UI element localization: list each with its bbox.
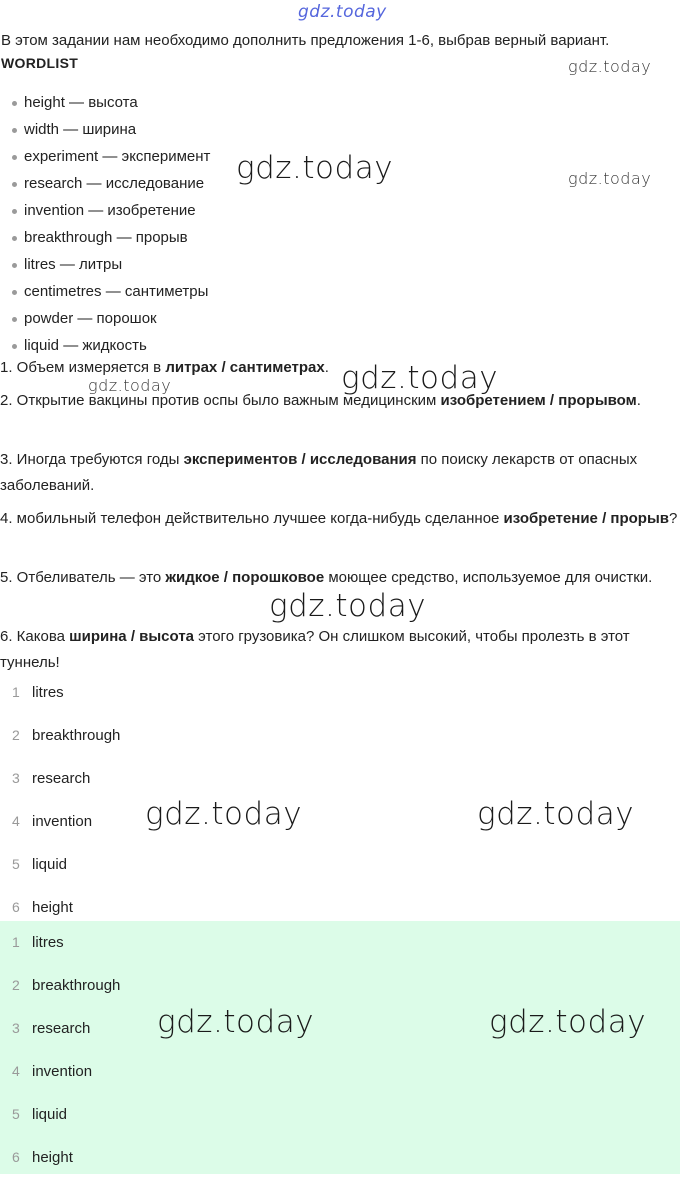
answer-word: height [32,899,73,916]
wordlist-item: research — исследование [12,170,210,197]
wordlist-item: height — высота [12,89,210,116]
watermark: gdz.today [568,57,652,76]
watermark: gdz.today [489,1004,647,1040]
answer-item [0,964,680,1007]
task-intro: В этом задании нам необходимо дополнить предложения 1-6, выбрав верный вариант. [1,32,610,49]
answer-word: invention [32,813,93,830]
wordlist-item: powder — порошок [12,305,210,332]
answer-item [0,921,680,964]
answer-number: 3 [12,1020,20,1036]
wordlist-item: width — ширина [12,116,210,143]
sentence-5: 5. Отбеливатель — это жидкое / порошковое моющее средство, используемое для очистки. [0,569,653,586]
watermark: gdz.today [477,796,635,832]
watermark: gdz.today [568,169,652,188]
answer-word: breakthrough [32,977,121,994]
answer-number: 6 [12,1149,20,1165]
watermark: gdz.today [269,588,427,624]
wordlist-item: experiment — эксперимент [12,143,210,170]
answer-number: 2 [12,977,20,993]
answer-number: 2 [12,727,20,743]
sentence-1: 1. Объем измеряется в литрах / сантиметрах. [0,359,329,376]
answer-item [0,1093,680,1136]
answer-word: liquid [32,1106,68,1123]
sentence-2: 2. Открытие вакцины против оспы было важным медицинским изобретением / прорывом. [0,392,641,409]
answer-number: 1 [12,934,20,950]
answer-number: 4 [12,813,20,829]
answer-item [0,757,680,800]
answer-item [0,843,680,886]
answer-word: liquid [32,856,68,873]
answer-number: 5 [12,856,20,872]
watermark: gdz.today [145,796,303,832]
wordlist [12,89,210,359]
wordlist-item: centimetres — сантиметры [12,278,210,305]
watermark: gdz.today [341,360,499,396]
answer-item [0,1136,680,1179]
answer-number: 6 [12,899,20,915]
wordlist-item: liquid — жидкость [12,332,210,359]
watermark: gdz.today [157,1004,315,1040]
wordlist-item: invention — изобретение [12,197,210,224]
answer-word: research [32,770,91,787]
sentence-6: 6. Какова ширина / высота этого грузовика? Он слишком высокий, чтобы пролезть в этот туннель! [0,628,630,671]
answer-word: breakthrough [32,727,121,744]
answer-item [0,714,680,757]
answer-word: litres [32,934,64,951]
sentence-4: 4. мобильный телефон действительно лучшее когда-нибудь сделанное изобретение / прорыв? [0,510,678,527]
answer-list-highlighted [0,921,680,1174]
answer-word: invention [32,1063,93,1080]
watermark-top: gdz.today [298,2,387,22]
wordlist-item: breakthrough — прорыв [12,224,210,251]
answer-item [0,671,680,714]
answer-number: 5 [12,1106,20,1122]
answer-number: 1 [12,684,20,700]
answer-number: 3 [12,770,20,786]
wordlist-title: WORDLIST [1,55,79,71]
answer-word: research [32,1020,91,1037]
answer-number: 4 [12,1063,20,1079]
answer-item [0,1050,680,1093]
sentence-3: 3. Иногда требуются годы экспериментов / исследования по поиску лекарств от опасных заболеваний. [0,451,638,494]
wordlist-item: litres — литры [12,251,210,278]
answer-word: height [32,1149,73,1166]
watermark: gdz.today [88,376,172,395]
watermark: gdz.today [236,150,394,186]
answer-word: litres [32,684,64,701]
